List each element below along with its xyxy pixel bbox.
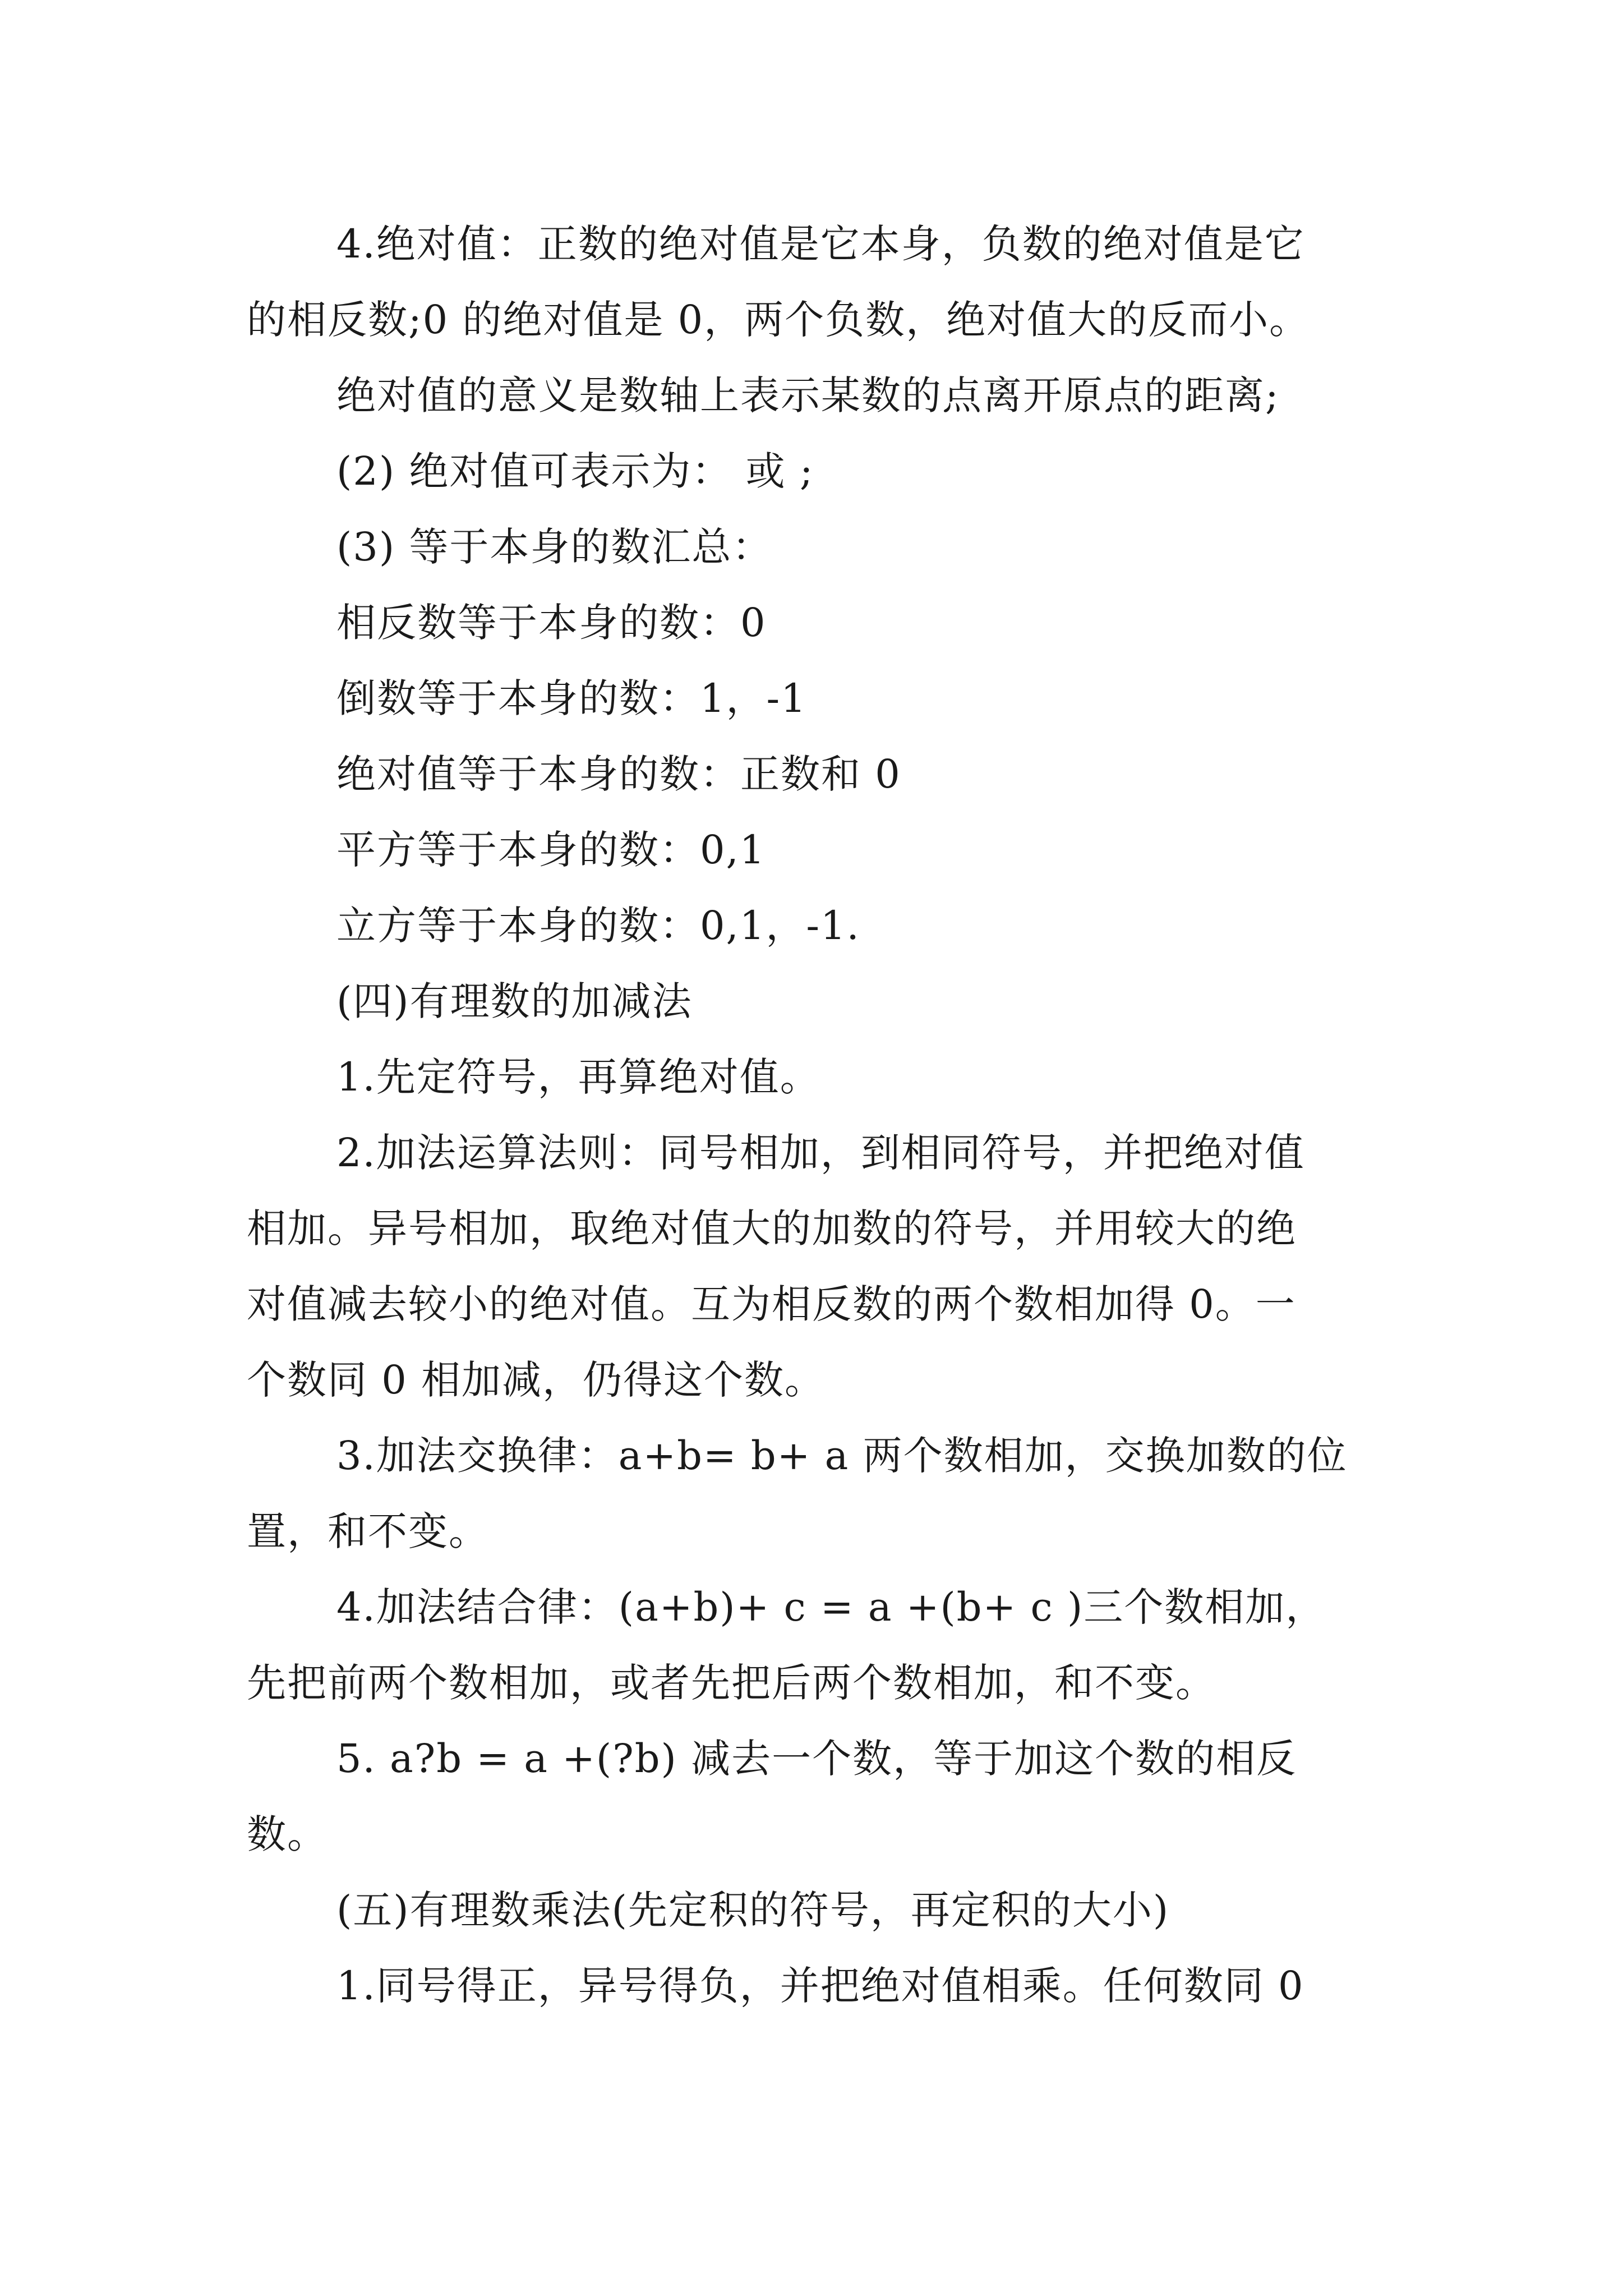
text-line: 2.加法运算法则：同号相加，到相同符号，并把绝对值 xyxy=(336,1130,1305,1176)
text-line: 相加。异号相加，取绝对值大的加数的符号，并用较大的绝 xyxy=(247,1205,1297,1251)
text-line: 立方等于本身的数：0,1，-1. xyxy=(336,903,860,949)
text-line: 先把前两个数相加，或者先把后两个数相加，和不变。 xyxy=(247,1660,1216,1706)
text-line: (3) 等于本身的数汇总： xyxy=(336,524,773,570)
text-line: 置，和不变。 xyxy=(247,1508,489,1554)
text-line: 1.同号得正，异号得负，并把绝对值相乘。任何数同 0 xyxy=(336,1963,1304,2009)
text-line: 1.先定符号，再算绝对值。 xyxy=(336,1054,820,1100)
text-line: 绝对值等于本身的数：正数和 0 xyxy=(336,751,901,797)
section-heading: (四)有理数的加减法 xyxy=(336,978,693,1024)
text-line: 4.绝对值：正数的绝对值是它本身，负数的绝对值是它 xyxy=(336,221,1305,267)
text-line: 倒数等于本身的数：1，-1 xyxy=(336,675,807,721)
text-line: 平方等于本身的数：0,1 xyxy=(336,827,766,873)
section-heading: (五)有理数乘法(先定积的符号，再定积的大小) xyxy=(336,1887,1170,1933)
text-line: 相反数等于本身的数：0 xyxy=(336,600,767,646)
text-line: 3.加法交换律：a+b= b+ a 两个数相加，交换加数的位 xyxy=(336,1433,1348,1479)
text-line: 数。 xyxy=(247,1811,328,1857)
text-line: 的相反数;0 的绝对值是 0，两个负数，绝对值大的反而小。 xyxy=(247,297,1310,343)
text-line: 对值减去较小的绝对值。互为相反数的两个数相加得 0。一 xyxy=(247,1281,1296,1327)
text-line: 5. a?b = a +(?b) 减去一个数，等于加这个数的相反 xyxy=(336,1736,1297,1782)
text-line: 绝对值的意义是数轴上表示某数的点离开原点的距离; xyxy=(336,372,1280,418)
text-line: 4.加法结合律：(a+b)+ c = a +(b+ c )三个数相加， xyxy=(336,1584,1326,1630)
text-line: 个数同 0 相加减，仍得这个数。 xyxy=(247,1357,826,1403)
text-line: (2) 绝对值可表示为： 或 ; xyxy=(336,448,814,494)
